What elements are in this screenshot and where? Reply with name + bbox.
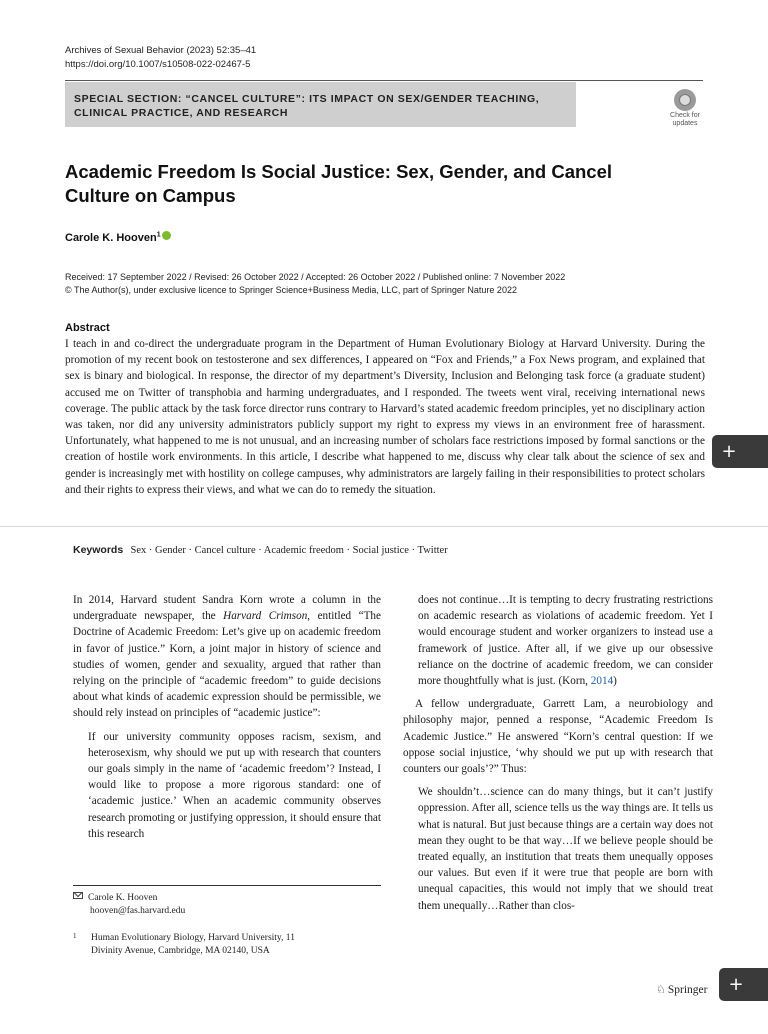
keywords-list: Sex · Gender · Cancel culture · Academic freedom · Social justice · Twitter xyxy=(130,545,448,556)
affiliation-line2: Divinity Avenue, Cambridge, MA 02140, USA xyxy=(91,946,270,956)
springer-logo xyxy=(656,983,707,996)
check-updates-icon xyxy=(674,89,696,111)
journal-header xyxy=(65,44,256,72)
abstract-text: I teach in and co-direct the undergraduate program in the Department of Human Evolutionary Biology at Harvard University. During the promotion of my recent book on testosterone and sex differences, I appeared on “Fox and Friends,” a Fox News program, and explained that sex is binary and biological. In response, the director of my department’s Diversity, Inclusion and Belonging task force (a graduate student) accused me on Twitter of transphobia and harming undergraduates, and I responded. The tweets went viral, receiving international news coverage. The public attack by the task force director runs contrary to Harvard’s stated academic freedom principles, yet no disciplinary action was taken, nor did any university administrators publicly support my right to express my views in an environment free of harassment. Unfortunately, what happened to me is not unusual, and an increasing number of scholars face restrictions imposed by formal sanctions or the creation of hostile work environments. In this article, I describe what happened to me, discuss why clear talk about the science of sex and gender is increasingly met with hostility on college campuses, why administrators are largely failing in their responsibilities to protect scholars and their rights to express their views, and what we can do to remedy the situation. xyxy=(65,338,705,496)
envelope-icon xyxy=(73,892,83,899)
springer-horse-icon: ♘ xyxy=(656,984,666,996)
keywords-line xyxy=(73,544,448,556)
zoom-out-button[interactable]: – xyxy=(724,474,734,495)
doi-link[interactable]: https://doi.org/10.1007/s10508-022-02467-5 xyxy=(65,59,251,70)
body-paragraph xyxy=(73,592,381,722)
copyright-notice: © The Author(s), under exclusive licence to Springer Science+Business Media, LLC, part of Springer Nature 2022 xyxy=(65,285,517,295)
orcid-icon[interactable] xyxy=(162,231,171,240)
block-quote: If our university community opposes racism, sexism, and heterosexism, why should we put up with research that counters our goals simply in the name of ‘academic freedom’? Instead, I would like to propose a more rigorous standard: one of ‘academic justice.’ When an academic community observes research promoting or justifying oppression, it should ensure that this research xyxy=(88,730,381,840)
keywords-label: Keywords xyxy=(73,544,124,556)
affiliation-footnote xyxy=(73,932,295,958)
paragraph-text: In 2014, Harvard student Sandra Korn wrote a column in the undergraduate newspaper, the xyxy=(73,594,381,623)
quote-text: ) xyxy=(613,675,617,688)
author-name[interactable]: Carole K. Hooven xyxy=(65,232,157,244)
article-history xyxy=(65,271,565,297)
section-banner xyxy=(65,82,576,127)
block-quote-continued xyxy=(403,592,713,689)
zoom-out-button[interactable]: – xyxy=(731,1007,741,1028)
affiliation-number: 1 xyxy=(73,932,77,940)
zoom-controls xyxy=(712,435,768,495)
section-banner-line1: SPECIAL SECTION: “CANCEL CULTURE”: ITS IMPACT ON SEX/GENDER TEACHING, xyxy=(74,93,540,105)
footnote-rule xyxy=(73,885,381,886)
zoom-controls xyxy=(719,968,768,1028)
affiliation-line1: Human Evolutionary Biology, Harvard University, 11 xyxy=(91,933,295,943)
check-updates-label1: Check for xyxy=(670,112,700,119)
author-affiliation-mark: 1 xyxy=(156,231,161,239)
body-paragraph: A fellow undergraduate, Garrett Lam, a neurobiology and philosophy major, penned a response, “Academic Freedom Is Academic Justice.” He answered “Korn’s central question: If we oppose social injustice, ‘why should we put up with research that counters our goals’?” Thus: xyxy=(403,698,713,776)
contact-name: Carole K. Hooven xyxy=(88,893,158,903)
page-divider xyxy=(0,526,768,527)
paragraph-text: , entitled “The Doctrine of Academic Freedom: Let’s give up on academic freedom in favor of justice.” Korn, a joint major in history of science and studies of women, gender and sexuality, argued that rather than relying on the principle of “academic freedom” to guide decisions about what kinds of academic expression should be permissible, we should rely instead on principles of “academic justice”: xyxy=(73,610,381,720)
quote-text: does not continue…It is tempting to decry frustrating restrictions on academic research as violations of academic freedom. Yet I would encourage student and worker organizers to instead use a framework of justice. After all, if we give up our obsessive reliance on the doctrine of academic freedom, we can consider more thoughtfully what is just. (Korn, xyxy=(418,594,713,688)
publication-dates: Received: 17 September 2022 / Revised: 26 October 2022 / Accepted: 26 October 2022 / Published online: 7 November 2022 xyxy=(65,272,566,282)
publisher-name: Springer xyxy=(667,984,708,996)
corresponding-author xyxy=(73,892,185,918)
journal-citation: Archives of Sexual Behavior (2023) 52:35–41 xyxy=(65,45,257,56)
author-line xyxy=(65,231,171,244)
article-title: Academic Freedom Is Social Justice: Sex, Gender, and Cancel Culture on Campus xyxy=(65,161,612,206)
body-column-left xyxy=(73,592,381,842)
check-updates-label2: updates xyxy=(672,120,698,127)
newspaper-name: Harvard Crimson xyxy=(223,610,308,623)
contact-email[interactable]: hooven@fas.harvard.edu xyxy=(90,906,186,916)
check-for-updates-button[interactable] xyxy=(665,89,705,127)
zoom-in-button[interactable]: + xyxy=(728,974,744,995)
citation-link[interactable]: 2014 xyxy=(590,675,614,688)
zoom-in-button[interactable]: + xyxy=(721,441,737,462)
abstract-heading: Abstract xyxy=(65,322,110,334)
section-banner-line2: CLINICAL PRACTICE, AND RESEARCH xyxy=(74,107,289,119)
block-quote: We shouldn’t…science can do many things, but it can’t justify oppression. After all, science tells us the way things are. It tells us what is natural. But just because things are a certain way does not mean they ought to be that way…If we believe people should be treated equally, an institution that treats them unequally opposes our values. But even if it were true that people are born with unequal capacities, this would not imply that we should treat them unequally…Rather than clos- xyxy=(418,786,713,912)
body-column-right xyxy=(403,592,713,914)
header-rule xyxy=(65,80,703,81)
